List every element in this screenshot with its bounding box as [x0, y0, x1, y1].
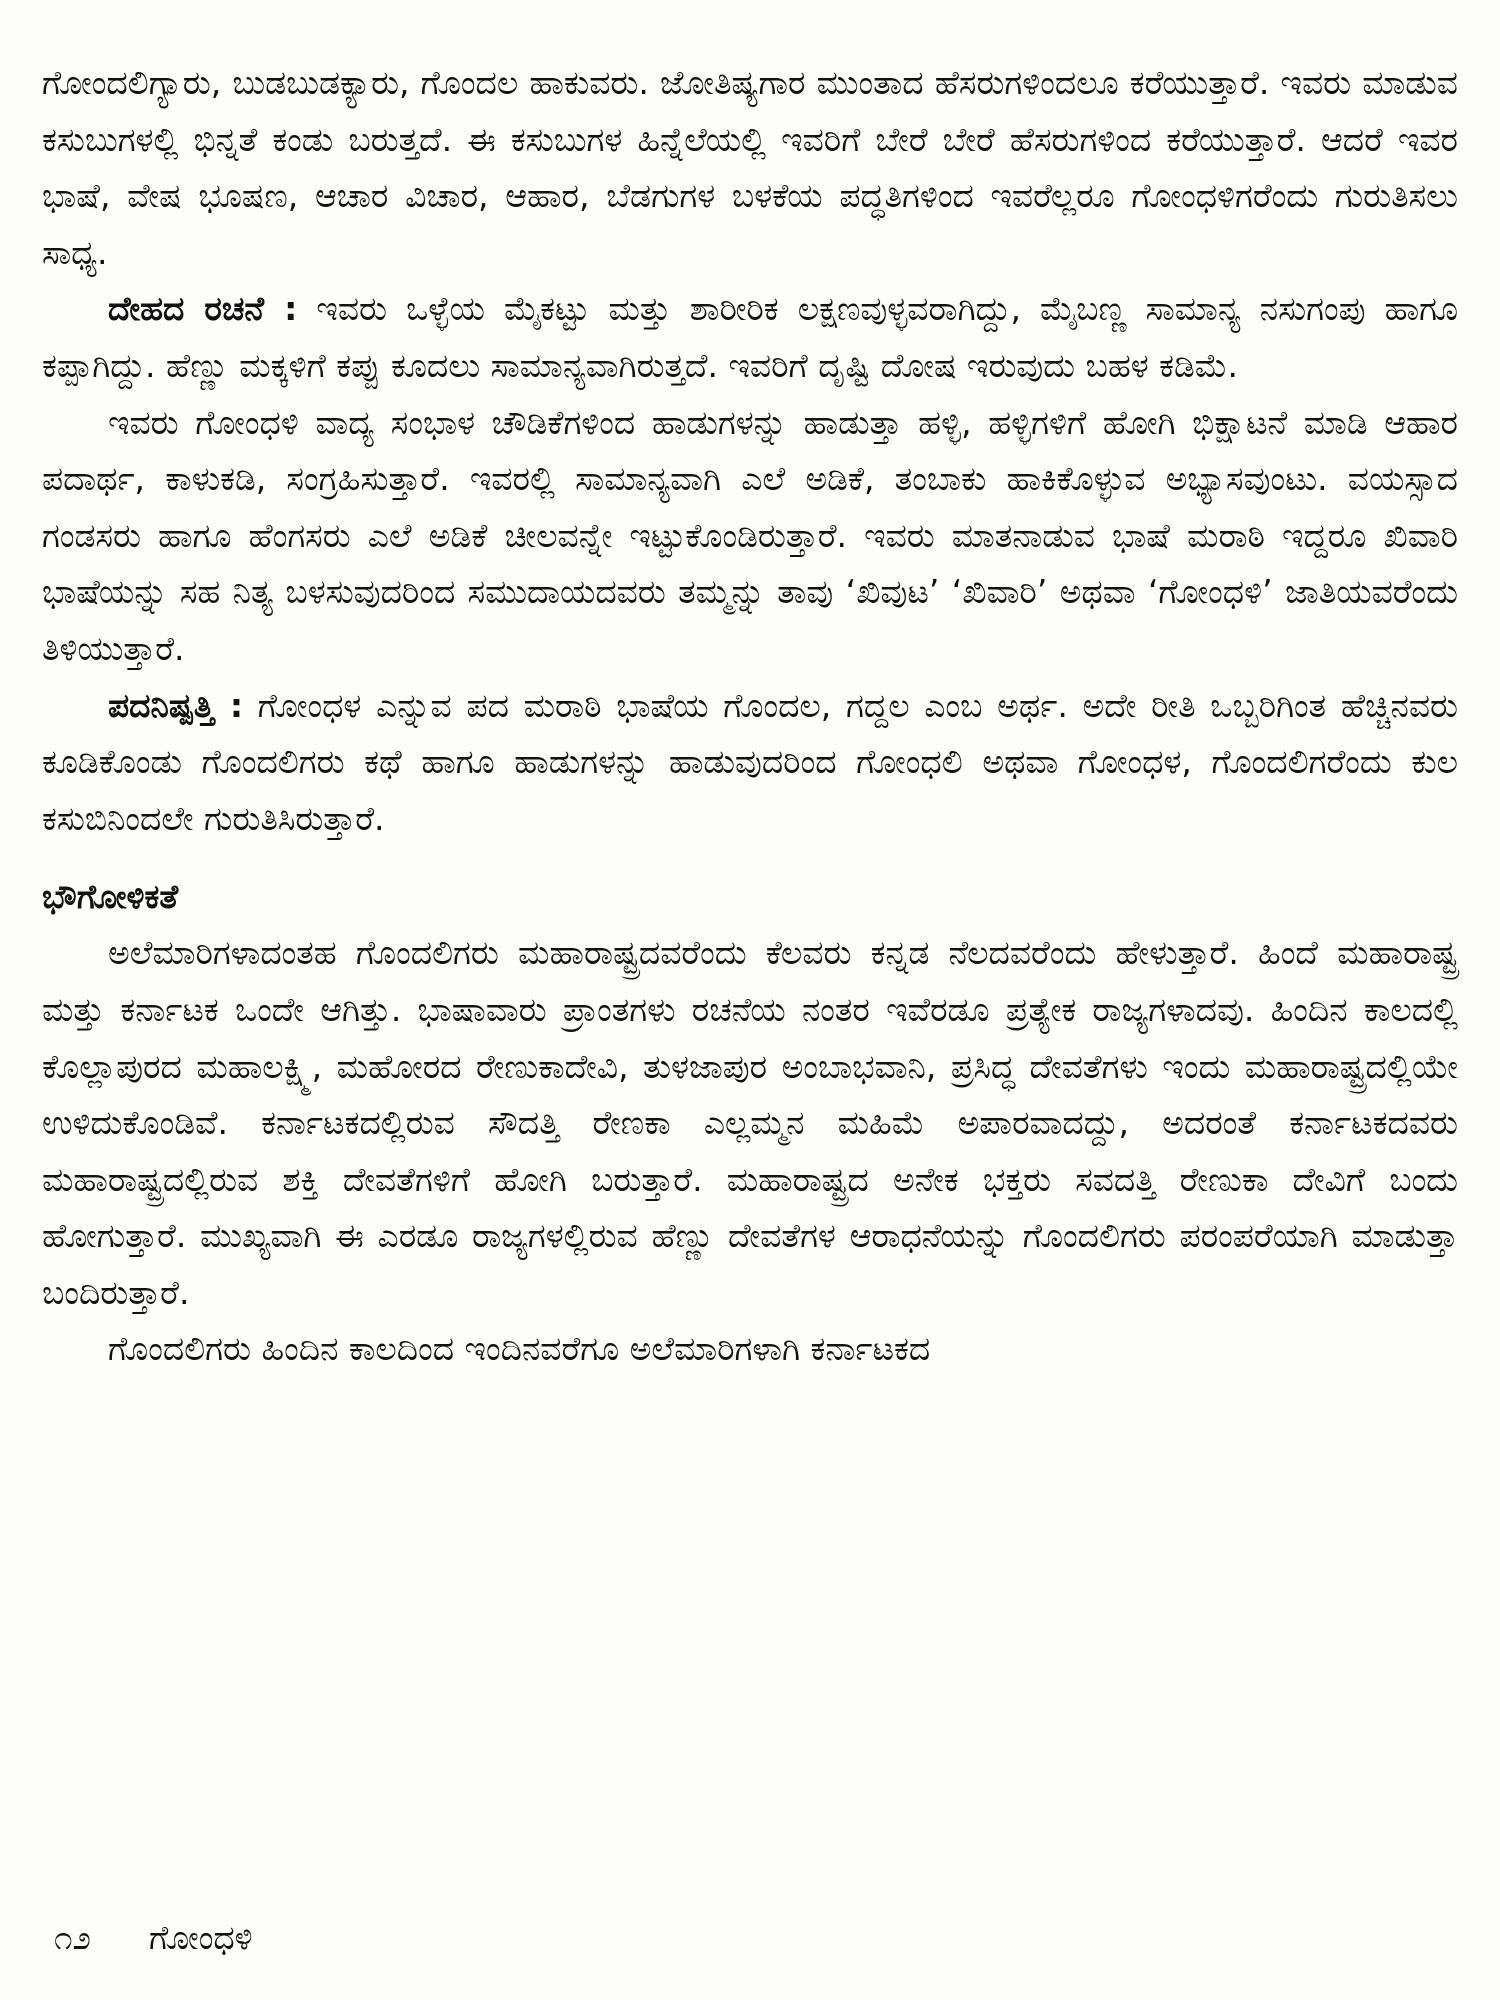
paragraph-text: ಇವರು ಒಳ್ಳೆಯ ಮೈಕಟ್ಟು ಮತ್ತು ಶಾರೀರಿಕ ಲಕ್ಷಣವುಳ್ಳವರಾಗಿದ್ದು, ಮೈಬಣ್ಣ ಸಾಮಾನ್ಯ ನಸುಗಂಪು ಹಾಗೂ ಕಪ್ಪಾಗಿದ್ದು. ಹೆಣ್ಣು ಮಕ್ಕಳಿಗೆ ಕಪ್ಪು ಕೂದಲು ಸಾಮಾನ್ಯವಾಗಿರುತ್ತದೆ. ಇವರಿಗೆ ದೃಷ್ಟಿ ದೋಷ ಇರುವುದು ಬಹಳ ಕಡಿಮೆ.	[42, 289, 1458, 385]
page-footer	[54, 1918, 253, 1958]
paragraph-etymology	[42, 678, 1458, 848]
paragraph-text: ಇವರು ಗೋಂಧಳಿ ವಾದ್ಯ ಸಂಭಾಳ ಚೌಡಿಕೆಗಳಿಂದ ಹಾಡುಗಳನ್ನು ಹಾಡುತ್ತಾ ಹಳ್ಳಿ, ಹಳ್ಳಿಗಳಿಗೆ ಹೋಗಿ ಭಿಕ್ಷಾಟನೆ ಮಾಡಿ ಆಹಾರ ಪದಾರ್ಥ, ಕಾಳುಕಡಿ, ಸಂಗ್ರಹಿಸುತ್ತಾರೆ. ಇವರಲ್ಲಿ ಸಾಮಾನ್ಯವಾಗಿ ಎಲೆ ಅಡಿಕೆ, ತಂಬಾಕು ಹಾಕಿಕೊಳ್ಳುವ ಅಭ್ಯಾಸವುಂಟು. ವಯಸ್ಸಾದ ಗಂಡಸರು ಹಾಗೂ ಹೆಂಗಸರು ಎಲೆ ಅಡಿಕೆ ಚೀಲವನ್ನೇ ಇಟ್ಟುಕೊಂಡಿರುತ್ತಾರೆ. ಇವರು ಮಾತನಾಡುವ ಭಾಷೆ ಮರಾಠಿ ಇದ್ದರೂ ಖಿವಾರಿ ಭಾಷೆಯನ್ನು ಸಹ ನಿತ್ಯ ಬಳಸುವುದರಿಂದ ಸಮುದಾಯದವರು ತಮ್ಮನ್ನು ತಾವು ‘ಖಿವುಟ’ ‘ಖಿವಾರಿ’ ಅಥವಾ ‘ಗೋಂಧಳಿ’ ಜಾತಿಯವರೆಂದು ತಿಳಿಯುತ್ತಾರೆ.	[42, 402, 1458, 668]
paragraph-body-structure	[42, 281, 1458, 394]
paragraph-lead: ದೇಹದ ರಚನೆ :	[108, 289, 298, 329]
paragraph-text: ಗೋಂದಲಿಗ್ಯಾರು, ಬುಡಬುಡಕ್ಯಾರು, ಗೊಂದಲ ಹಾಕುವರು. ಜೋತಿಷ್ಯಗಾರ ಮುಂತಾದ ಹೆಸರುಗಳಿಂದಲೂ ಕರೆಯುತ್ತಾರೆ. ಇವರು ಮಾಡುವ ಕಸುಬುಗಳಲ್ಲಿ ಭಿನ್ನತೆ ಕಂಡು ಬರುತ್ತದೆ. ಈ ಕಸುಬುಗಳ ಹಿನ್ನೆಲೆಯಲ್ಲಿ ಇವರಿಗೆ ಬೇರೆ ಬೇರೆ ಹೆಸರುಗಳಿಂದ ಕರೆಯುತ್ತಾರೆ. ಆದರೆ ಇವರ ಭಾಷೆ, ವೇಷ ಭೂಷಣ, ಆಚಾರ ವಿಚಾರ, ಆಹಾರ, ಬೆಡಗುಗಳ ಬಳಕೆಯ ಪದ್ಧತಿಗಳಿಂದ ಇವರೆಲ್ಲರೂ ಗೋಂಧಳಿಗರೆಂದು ಗುರುತಿಸಲು ಸಾಧ್ಯ.	[42, 63, 1458, 272]
running-title: ಗೋಂಧಳಿ	[149, 1918, 253, 1957]
paragraph-geography	[42, 925, 1458, 1321]
paragraph-customs	[42, 395, 1458, 678]
page-number: ೧೨	[54, 1918, 91, 1957]
paragraph-text: ಗೊಂದಲಿಗರು ಹಿಂದಿನ ಕಾಲದಿಂದ ಇಂದಿನವರೆಗೂ ಅಲೆಮಾರಿಗಳಾಗಿ ಕರ್ನಾಟಕದ	[108, 1329, 931, 1369]
paragraph-intro	[42, 55, 1458, 281]
paragraph-text: ಅಲೆಮಾರಿಗಳಾದಂತಹ ಗೊಂದಲಿಗರು ಮಹಾರಾಷ್ಟ್ರದವರೆಂದು ಕೆಲವರು ಕನ್ನಡ ನೆಲದವರೆಂದು ಹೇಳುತ್ತಾರೆ. ಹಿಂದೆ ಮಹಾರಾಷ್ಟ್ರ ಮತ್ತು ಕರ್ನಾಟಕ ಒಂದೇ ಆಗಿತ್ತು. ಭಾಷಾವಾರು ಪ್ರಾಂತಗಳು ರಚನೆಯ ನಂತರ ಇವೆರಡೂ ಪ್ರತ್ಯೇಕ ರಾಜ್ಯಗಳಾದವು. ಹಿಂದಿನ ಕಾಲದಲ್ಲಿ ಕೊಲ್ಲಾಪುರದ ಮಹಾಲಕ್ಷ್ಮಿ, ಮಹೋರದ ರೇಣುಕಾದೇವಿ, ತುಳಜಾಪುರ ಅಂಬಾಭವಾನಿ, ಪ್ರಸಿದ್ಧ ದೇವತೆಗಳು ಇಂದು ಮಹಾರಾಷ್ಟ್ರದಲ್ಲಿಯೇ ಉಳಿದುಕೊಂಡಿವೆ. ಕರ್ನಾಟಕದಲ್ಲಿರುವ ಸೌದತ್ತಿ ರೇಣಕಾ ಎಲ್ಲಮ್ಮನ ಮಹಿಮೆ ಅಪಾರವಾದದ್ದು, ಅದರಂತೆ ಕರ್ನಾಟಕದವರು ಮಹಾರಾಷ್ಟ್ರದಲ್ಲಿರುವ ಶಕ್ತಿ ದೇವತೆಗಳಿಗೆ ಹೋಗಿ ಬರುತ್ತಾರೆ. ಮಹಾರಾಷ್ಟ್ರದ ಅನೇಕ ಭಕ್ತರು ಸವದತ್ತಿ ರೇಣುಕಾ ದೇವಿಗೆ ಬಂದು ಹೋಗುತ್ತಾರೆ. ಮುಖ್ಯವಾಗಿ ಈ ಎರಡೂ ರಾಜ್ಯಗಳಲ್ಲಿರುವ ಹೆಣ್ಣು ದೇವತೆಗಳ ಆರಾಧನೆಯನ್ನು ಗೊಂದಲಿಗರು ಪರಂಪರೆಯಾಗಿ ಮಾಡುತ್ತಾ ಬಂದಿರುತ್ತಾರೆ.	[42, 933, 1458, 1312]
paragraph-lead: ಪದನಿಷ್ಪತ್ತಿ :	[108, 685, 244, 725]
section-heading: ಭೌಗೋಳಿಕತೆ	[42, 877, 179, 917]
paragraph-continuation	[42, 1321, 1458, 1378]
paragraph-text: ಗೋಂಧಳ ಎನ್ನುವ ಪದ ಮರಾಠಿ ಭಾಷೆಯ ಗೊಂದಲ, ಗದ್ದಲ ಎಂಬ ಅರ್ಥ. ಅದೇ ರೀತಿ ಒಬ್ಬರಿಗಿಂತ ಹೆಚ್ಚಿನವರು ಕೂಡಿಕೊಂಡು ಗೊಂದಲಿಗರು ಕಥೆ ಹಾಗೂ ಹಾಡುಗಳನ್ನು ಹಾಡುವುದರಿಂದ ಗೋಂಧಲಿ ಅಥವಾ ಗೋಂಧಳ, ಗೊಂದಲಿಗರೆಂದು ಕುಲ ಕಸುಬಿನಿಂದಲೇ ಗುರುತಿಸಿರುತ್ತಾರೆ.	[42, 685, 1459, 838]
